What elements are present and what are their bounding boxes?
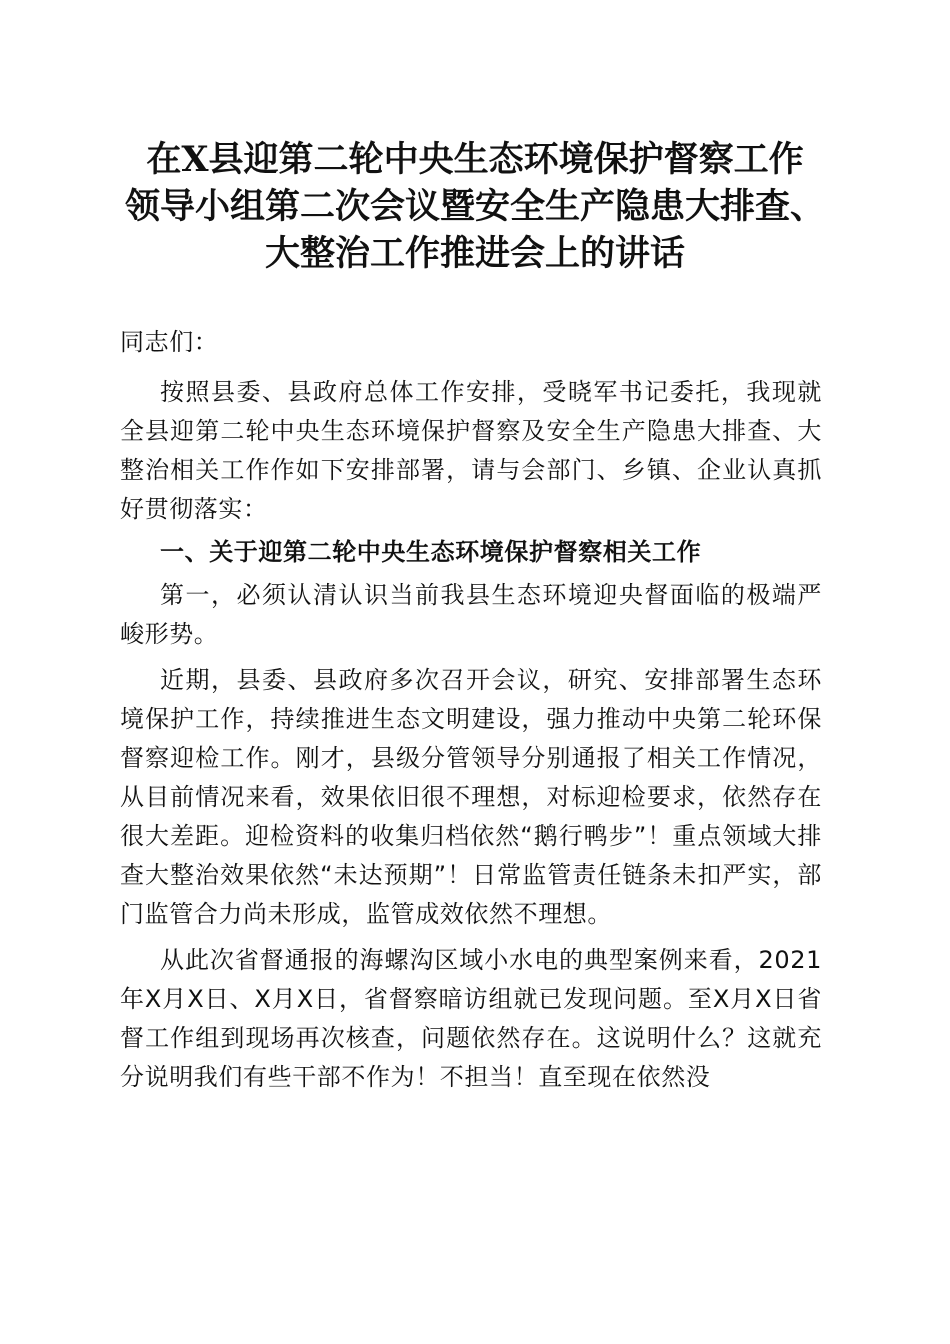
paragraph-case: 从此次省督通报的海螺沟区域小水电的典型案例来看，2021年X月X日、X月X日，省督察暗访组就已发现问题。至X月X日省督工作组到现场再次核查，问题依然存在。这说明什么？这就充分说明我们有些干部不作为！不担当！直至现在依然没	[120, 946, 822, 1091]
greeting: 同志们：	[120, 328, 219, 356]
title-line-1: 在X县迎第二轮中央生态环境保护督察工作	[146, 139, 804, 180]
paragraph-recent: 近期，县委、县政府多次召开会议，研究、安排部署生态环境保护工作，持续推进生态文明建设，强力推动中央第二轮环保督察迎检工作。刚才，县级分管领导分别通报了相关工作情况，从目前情况来看，效果依旧很不理想，对标迎检要求，依然存在很大差距。迎检资料的收集归档依然“鹅行鸭步”！重点领域大排查大整治效果依然“未达预期”！日常监管责任链条未扣严实，部门监管合力尚未形成，监管成效依然不理想。	[120, 666, 822, 928]
document-body	[120, 323, 822, 1097]
section-heading-1: 一、关于迎第二轮中央生态环境保护督察相关工作	[160, 538, 702, 566]
paragraph-point-1: 第一，必须认清认识当前我县生态环境迎央督面临的极端严峻形势。	[120, 581, 822, 648]
paragraph-intro: 按照县委、县政府总体工作安排，受晓军书记委托，我现就全县迎第二轮中央生态环境保护督察及安全生产隐患大排查、大整治相关工作作如下安排部署，请与会部门、乡镇、企业认真抓好贯彻落实：	[120, 378, 822, 523]
title-line-2: 领导小组第二次会议暨安全生产隐患大排查、	[124, 186, 825, 227]
document-title	[100, 136, 850, 277]
title-line-3: 大整治工作推进会上的讲话	[264, 233, 685, 274]
